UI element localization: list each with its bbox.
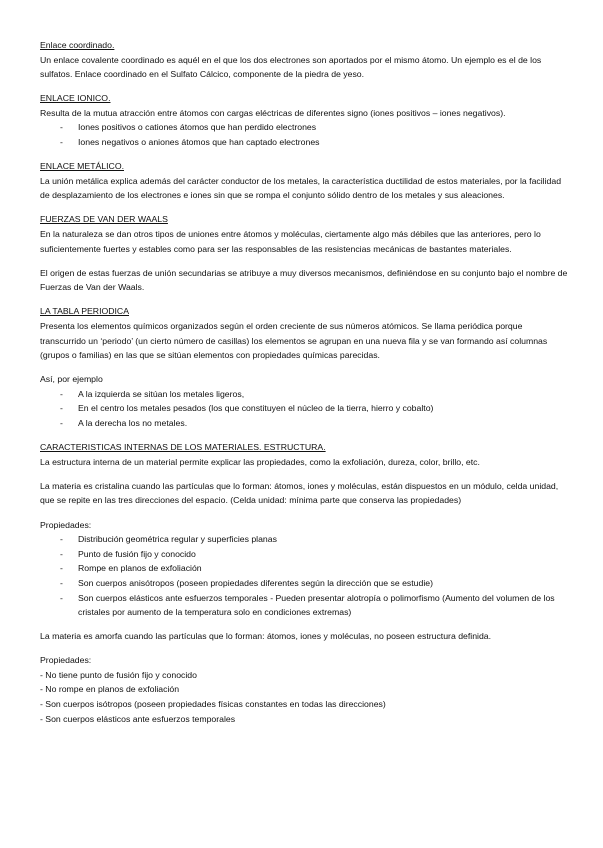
paragraph-enlace-metalico: La unión metálica explica además del carácter conductor de los metales, la característica ductilidad de estos materiales, por la facilidad de desplazamiento de los electrones e iones sin que se rompa el conjunto sólido dentro de los metales y sus aleaciones. — [40, 175, 562, 201]
list-item: - Rompe en planos de exfoliación — [60, 563, 202, 574]
paragraph-enlace-coordinado: Un enlace covalente coordinado es aquél en el que los dos electrones son aportados por el mismo átomo. Un ejemplo es el de los sulfatos. Enlace coordinado en el Sulfato Cálcico, componente de la piedra de yeso. — [40, 54, 542, 80]
heading-enlace-metalico: ENLACE METÁLICO. — [40, 161, 124, 172]
heading-enlace-ionico: ENLACE IONICO. — [40, 93, 111, 104]
list-item: - Iones positivos o cationes átomos que han perdido electrones — [60, 122, 317, 133]
heading-enlace-coordinado: Enlace coordinado. — [40, 40, 115, 50]
list-item-text: Iones negativos o aniones átomos que han captado electrones — [78, 137, 320, 148]
list-item: - Iones negativos o aniones átomos que han captado electrones — [60, 137, 320, 148]
label-propiedades-cristalina: Propiedades: — [40, 519, 92, 530]
list-item-text: En el centro los metales pesados (los que constituyen el núcleo de la tierra, hierro y cobalto) — [78, 403, 434, 414]
list-item-text: Son cuerpos anisótropos (poseen propiedades diferentes según la dirección que se estudie) — [78, 577, 433, 588]
list-item-amorfa: - Son cuerpos elásticos ante esfuerzos temporales — [40, 713, 236, 724]
list-item-text: A la izquierda se sitúan los metales ligeros, — [78, 388, 245, 399]
list-propiedades-cristalina — [40, 532, 568, 620]
list-item: - En el centro los metales pesados (los que constituyen el núcleo de la tierra, hierro y cobalto) — [60, 403, 434, 414]
heading-estructura: CARACTERISTICAS INTERNAS DE LOS MATERIALES. ESTRUCTURA. — [40, 442, 326, 453]
list-tabla-ejemplos — [40, 387, 568, 431]
paragraph-van-der-waals-1: En la naturaleza se dan otros tipos de uniones entre átomos y moléculas, ciertamente algo más débiles que las anteriores, pero lo suficientemente fuertes y estables como para ser las responsables de las resistencias mecánicas de bastantes materiales. — [40, 229, 541, 254]
heading-van-der-waals: FUERZAS DE VAN DER WAALS — [40, 214, 168, 225]
list-item-text: Iones positivos o cationes átomos que han perdido electrones — [78, 122, 317, 133]
list-item-text: Punto de fusión fijo y conocido — [78, 548, 196, 559]
paragraph-enlace-ionico: Resulta de la mutua atracción entre átomos con cargas eléctricas de diferentes signo (iones positivos – iones negativos). — [40, 107, 506, 118]
label-propiedades-amorfa: Propiedades: — [40, 655, 92, 666]
list-item-amorfa: - No rompe en planos de exfoliación — [40, 684, 180, 695]
paragraph-materia-amorfa: La materia es amorfa cuando las partículas que lo forman: átomos, iones y moléculas, no poseen estructura definida. — [40, 631, 492, 642]
list-item-amorfa: - No tiene punto de fusión fijo y conocido — [40, 669, 197, 680]
list-item-text: Distribución geométrica regular y superficies planas — [78, 534, 277, 545]
paragraph-van-der-waals-2: El origen de estas fuerzas de unión secundarias se atribuye a muy diversos mecanismos, definiéndose en su conjunto bajo el nombre de Fuerzas de Van der Waals. — [40, 267, 568, 293]
paragraph-ejemplo-intro: Así, por ejemplo — [40, 374, 103, 385]
list-item: - A la derecha los no metales. — [60, 418, 188, 429]
heading-tabla-periodica: LA TABLA PERIODICA — [40, 306, 130, 317]
list-item: - Son cuerpos elásticos ante esfuerzos temporales - Pueden presentar alotropía o polimorfismo (Aumento del volumen de los cristales por aumento de la temperatura solo en condiciones extremas) — [60, 592, 555, 618]
list-item: - Distribución geométrica regular y superficies planas — [60, 534, 277, 545]
paragraph-materia-cristalina: La materia es cristalina cuando las partículas que lo forman: átomos, iones y moléculas, están dispuestos en un módulo, celda unidad, que se repite en las tres direcciones del espacio. (Celda unidad: mínima parte que conserva las propiedades) — [40, 480, 559, 506]
list-item: - Punto de fusión fijo y conocido — [60, 548, 196, 559]
list-item-amorfa: - Son cuerpos isótropos (poseen propiedades físicas constantes en todas las direcciones) — [40, 699, 386, 710]
list-item-text: Son cuerpos elásticos ante esfuerzos temporales - Pueden presentar alotropía o polimorfismo (Aumento del volumen de los cristales por aumento de la temperatura solo en condiciones extremas) — [78, 592, 555, 618]
list-item: - A la izquierda se sitúan los metales ligeros, — [60, 388, 245, 399]
list-item-text: A la derecha los no metales. — [78, 418, 188, 429]
list-iones — [40, 120, 568, 149]
list-item-text: Rompe en planos de exfoliación — [78, 563, 202, 574]
document-page — [40, 38, 568, 726]
paragraph-estructura: La estructura interna de un material permite explicar las propiedades, como la exfoliación, dureza, color, brillo, etc. — [40, 456, 480, 467]
paragraph-tabla-periodica: Presenta los elementos químicos organizados según el orden creciente de sus números atómicos. Se llama periódica porque transcurrido un ‘periodo’ (un cierto número de casillas) los elementos se agrupan en una nueva fila y se van formando así columnas (grupos o familias) en las que se sitúan elementos con propiedades químicas parecidas. — [40, 321, 548, 361]
list-item: - Son cuerpos anisótropos (poseen propiedades diferentes según la dirección que se estudie) — [60, 577, 433, 588]
